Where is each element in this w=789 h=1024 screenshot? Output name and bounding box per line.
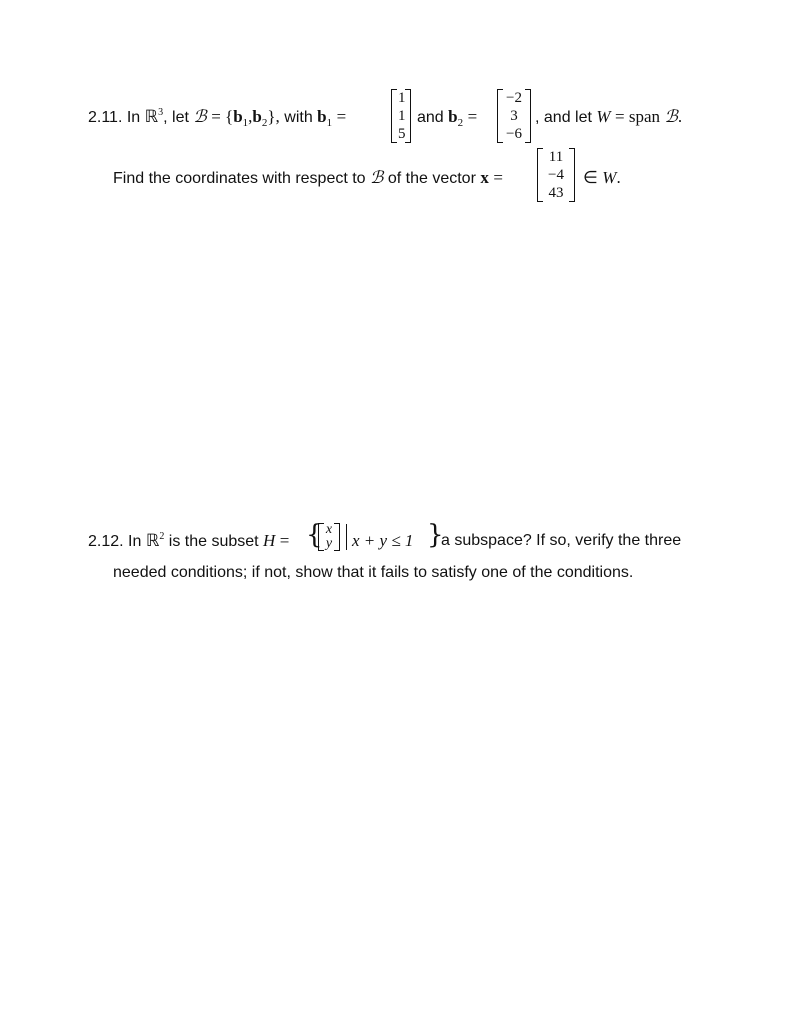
condition: x + y ≤ 1 (352, 531, 414, 550)
basis-symbol: ℬ (664, 107, 678, 126)
x-vector (537, 148, 575, 202)
basis-symbol: ℬ (370, 168, 384, 187)
problem-2-12-condition (352, 531, 413, 552)
vector-entry: 3 (510, 108, 518, 124)
b1-symbol: b (233, 107, 243, 126)
vector-entry: 11 (548, 149, 564, 165)
vector-entry: −4 (548, 167, 564, 183)
vector-entry: 43 (548, 185, 564, 201)
vector-entry: y (325, 536, 333, 551)
set-close-brace: } (427, 520, 444, 550)
basis-symbol: ℬ (193, 107, 207, 126)
problem-2-11-line-2b (583, 168, 621, 189)
w-symbol: W (596, 107, 611, 126)
equals: = (467, 107, 478, 126)
text: , let (163, 109, 189, 126)
text: In (126, 109, 141, 126)
vector-entry: 1 (398, 90, 406, 106)
text: Find the coordinates with respect to (113, 170, 366, 187)
set-close: }, (267, 107, 280, 126)
problem-2-11-line-1 (88, 107, 346, 130)
period: . (677, 107, 683, 126)
text: In (128, 533, 142, 550)
vector-entry: 5 (398, 126, 406, 142)
b2-vector (497, 89, 531, 143)
text: , and let (535, 109, 592, 126)
problem-2-12-line-2 (113, 563, 633, 583)
problem-number: 2.11. (88, 109, 123, 126)
subscript: 2 (457, 117, 464, 129)
vector-entry: −6 (506, 126, 522, 142)
h-symbol: H (263, 531, 276, 550)
problem-2-11-line-1b (417, 107, 477, 129)
b1-vector (391, 89, 411, 143)
real-numbers-symbol: ℝ$^3$ (144, 107, 164, 126)
subscript: 1 (242, 117, 249, 129)
comma: , (248, 107, 253, 126)
problem-number: 2.12. (88, 533, 124, 550)
text: with (284, 109, 313, 126)
x-vector-symbol: x (480, 168, 489, 187)
element-of-symbol: ∈ (583, 168, 598, 187)
set-open-brace: { (306, 520, 323, 550)
xy-vector (318, 523, 340, 551)
real-numbers-symbol: ℝ$^2$ (145, 531, 165, 550)
vector-entry: x (325, 522, 333, 537)
equals: = (493, 168, 503, 187)
such-that-bar (346, 524, 347, 550)
text: needed conditions; if not, show that it fails to satisfy one of the conditions. (113, 564, 634, 581)
text: and (417, 109, 444, 126)
set-open: = { (211, 107, 234, 126)
problem-2-12-line-1b (441, 531, 681, 551)
b2-symbol: b (252, 107, 262, 126)
text: of the vector (387, 170, 476, 187)
vector-entry: −2 (506, 90, 522, 106)
equals: = (336, 107, 347, 126)
b1-symbol: b (317, 107, 327, 126)
text: is the subset (168, 533, 259, 550)
problem-2-11-line-2 (113, 168, 503, 189)
vector-entry: 1 (398, 108, 406, 124)
equals: = (279, 531, 290, 550)
problem-2-11-line-1c (535, 107, 682, 128)
text: a subspace? If so, verify the three (441, 532, 682, 549)
w-symbol: W (602, 168, 617, 187)
span-text: = span (615, 107, 661, 126)
b2-symbol: b (448, 107, 458, 126)
problem-2-12-line-1 (88, 531, 289, 554)
subscript: 2 (261, 117, 268, 129)
period: . (616, 168, 621, 187)
subscript: 1 (326, 117, 333, 129)
